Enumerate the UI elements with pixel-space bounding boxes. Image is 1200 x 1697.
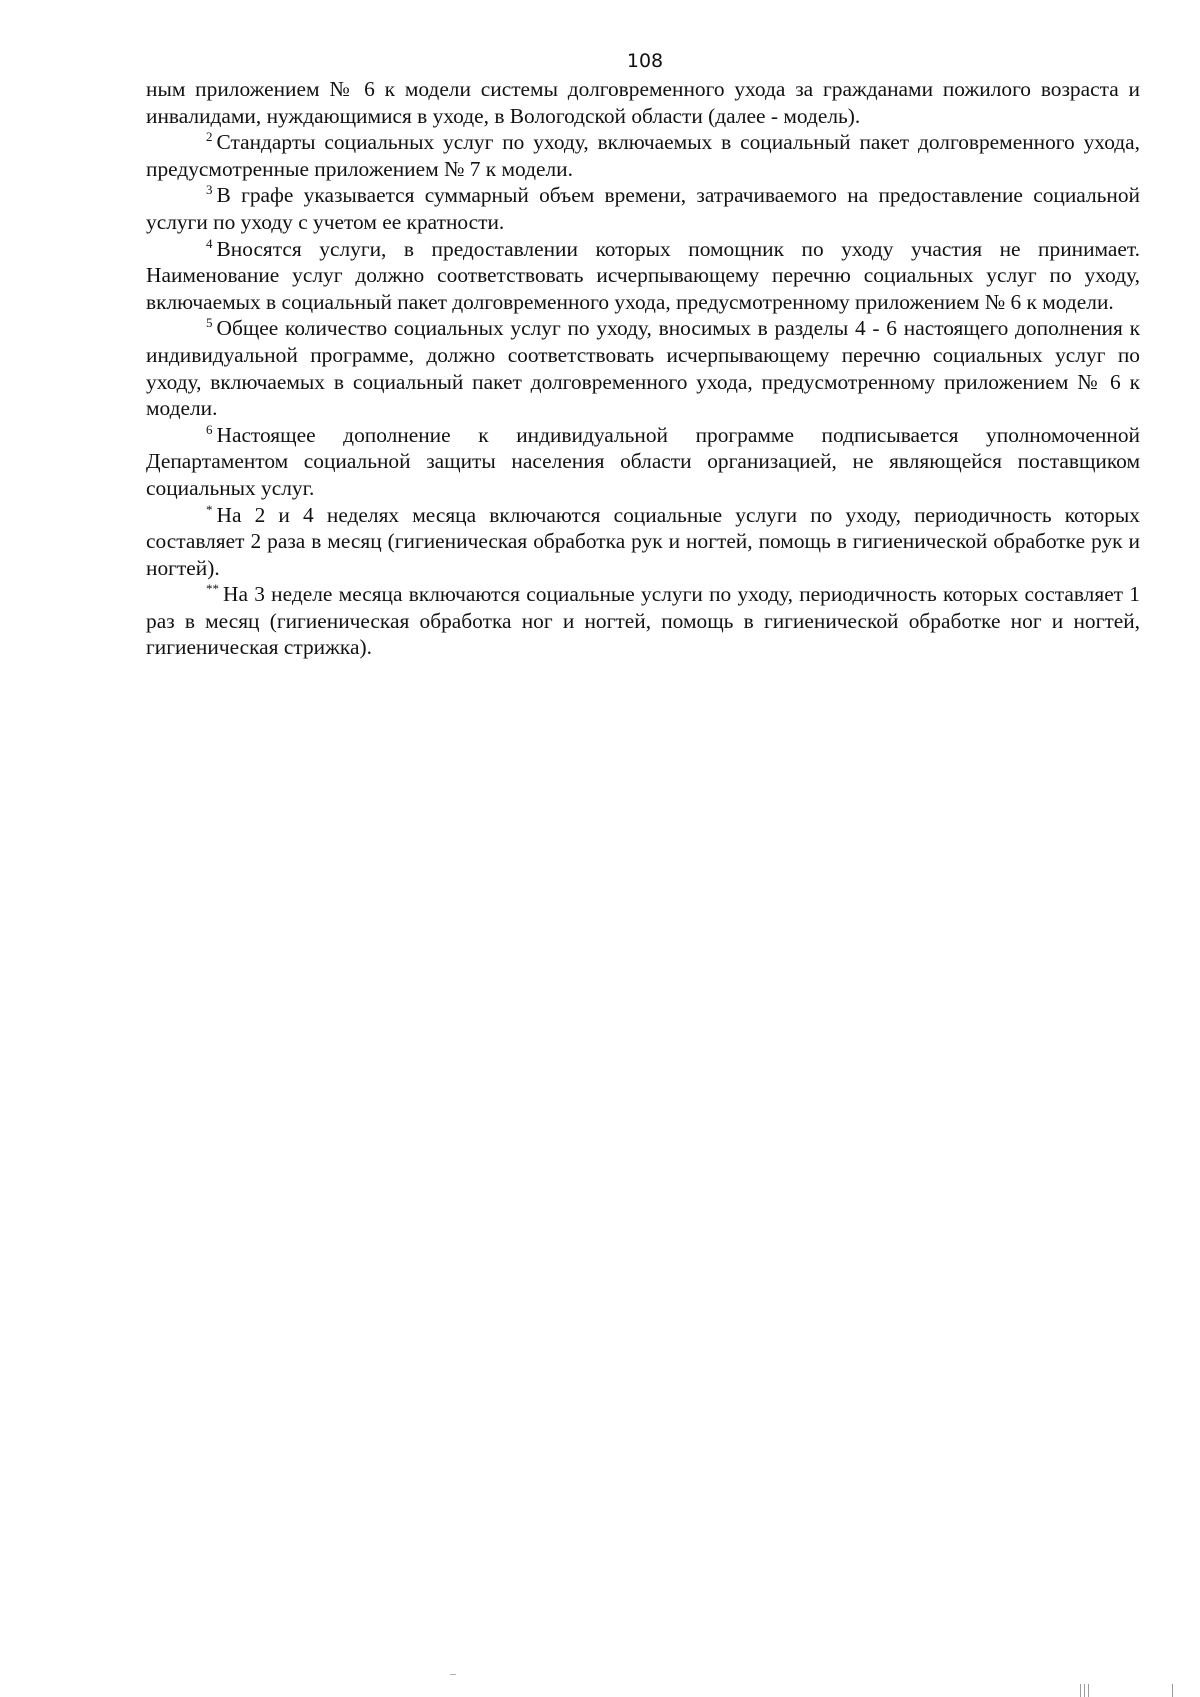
scan-artifact-mark <box>1088 1684 1089 1697</box>
scan-dash-mark <box>450 1674 456 1675</box>
footnote-text: На 3 неделе месяца включаются социальные услуги по уходу, периодичность которых составляет 1 раз в месяц (гигиеническая обработка ног и ногтей, помощь в гигиенической обработке ног и ногтей, гигиеническая стрижка). <box>146 582 1140 660</box>
scan-artifact-mark <box>1172 1684 1173 1697</box>
footnote-6 <box>146 422 1140 502</box>
footnote-text: Стандарты социальных услуг по уходу, включаемых в социальный пакет долговременного ухода, предусмотренные приложением № 7 к модели. <box>146 130 1140 181</box>
footnote-marker: ** <box>206 581 219 597</box>
footnote-text: Общее количество социальных услуг по уходу, вносимых в разделы 4 - 6 настоящего дополнения к индивидуальной программе, должно соответствовать исчерпывающему перечню социальных услуг по уходу, включаемых в социальный пакет долговременного ухода, предусмотренному приложением № 6 к модели. <box>146 316 1140 421</box>
footnote-marker: 3 <box>206 182 213 198</box>
scan-artifact-mark <box>1080 1684 1081 1697</box>
paragraph-text: ным приложением № 6 к модели системы долговременного ухода за гражданами пожилого возраста и инвалидами, нуждающимися в уходе, в Вологодской области (далее - модель). <box>146 77 1140 128</box>
footnotes-block <box>146 76 1140 661</box>
footnote-asterisk <box>146 502 1140 582</box>
footnote-3 <box>146 182 1140 235</box>
footnote-marker: 5 <box>206 315 213 331</box>
footnote-2 <box>146 129 1140 182</box>
continuation-paragraph <box>146 76 1140 129</box>
footnote-marker: 6 <box>206 421 213 437</box>
footnote-marker: 2 <box>206 129 213 145</box>
page-number: 108 <box>626 50 664 72</box>
footnote-marker: 4 <box>206 235 213 251</box>
footnote-text: В графе указывается суммарный объем времени, затрачиваемого на предоставление социальной услуги по уходу с учетом ее кратности. <box>146 183 1140 234</box>
footnote-marker: * <box>206 501 213 517</box>
footnote-text: На 2 и 4 неделях месяца включаются социальные услуги по уходу, периодичность которых составляет 2 раза в месяц (гигиеническая обработка рук и ногтей, помощь в гигиенической обработке рук и ногтей). <box>146 502 1140 580</box>
footnote-4 <box>146 236 1140 316</box>
footnote-text: Настоящее дополнение к индивидуальной программе подписывается уполномоченной Департаментом социальной защиты населения области организацией, не являющейся поставщиком социальных услуг. <box>146 422 1140 500</box>
scan-artifact-mark <box>1084 1684 1085 1697</box>
footnote-text: Вносятся услуги, в предоставлении которых помощник по уходу участия не принимает. Наименование услуг должно соответствовать исчерпывающему перечню социальных услуг по уходу, включаемых в социальный пакет долговременного ухода, предусмотренному приложением № 6 к модели. <box>146 236 1140 314</box>
footnote-double-asterisk <box>146 581 1140 661</box>
footnote-5 <box>146 315 1140 421</box>
